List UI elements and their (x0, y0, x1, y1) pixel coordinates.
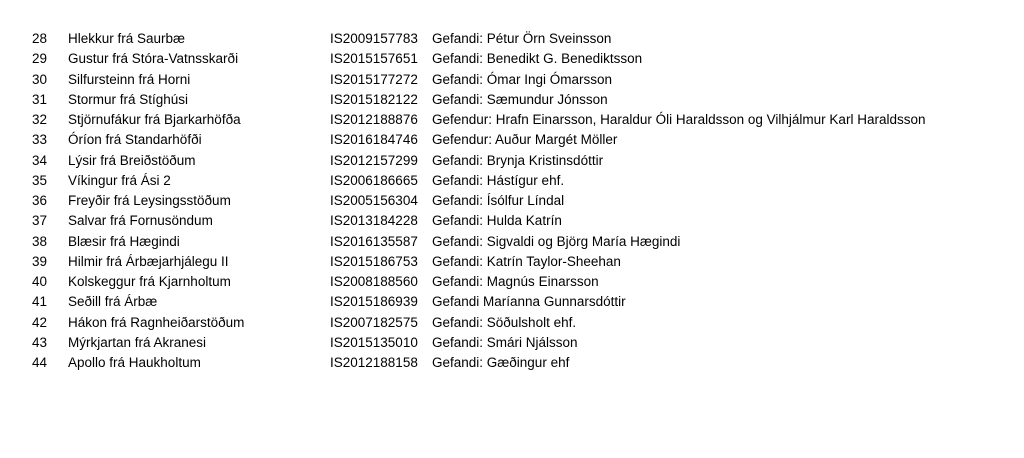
donor-text: Gefandi: Ísólfur Líndal (432, 193, 565, 208)
horse-registration-id: IS2013184228 (330, 213, 418, 229)
horse-name: Seðill frá Árbæ (68, 294, 158, 310)
horse-registration-id: IS2012157299 (330, 152, 418, 168)
horse-name: Mýrkjartan frá Akranesi (68, 334, 207, 350)
table-row (32, 130, 1024, 150)
horse-name: Víkingur frá Ási 2 (68, 172, 171, 188)
horse-registration-id: IS2015186753 (330, 253, 418, 269)
donor-text: Gefandi: Sigvaldi og Björg María Hægindi (432, 233, 681, 249)
table-row (32, 70, 1024, 90)
donor-text: Gefandi: Ómar Ingi Ómarsson (432, 71, 613, 87)
row-number: 42 (32, 314, 48, 330)
horse-registration-id: IS2015135010 (330, 334, 418, 350)
horse-name: Gustur frá Stóra-Vatnsskarði (68, 51, 239, 67)
row-number: 33 (32, 132, 48, 148)
table-row (32, 333, 1024, 353)
horse-name: Hlekkur frá Saurbæ (68, 31, 186, 46)
table-row (32, 272, 1024, 292)
row-number: 35 (32, 172, 48, 188)
horse-registration-id: IS2016184746 (330, 132, 418, 148)
horse-registration-id: IS2007182575 (330, 314, 418, 330)
row-number: 34 (32, 152, 48, 168)
table-row (32, 90, 1024, 110)
horse-name: Blæsir frá Hægindi (68, 233, 180, 249)
table-row (32, 313, 1024, 333)
row-number: 28 (32, 31, 48, 46)
row-number: 30 (32, 71, 48, 87)
horse-registration-id: IS2015186939 (330, 294, 418, 310)
table-row (32, 353, 1024, 373)
horse-registration-id: IS2005156304 (330, 193, 418, 208)
horse-registration-id: IS2006186665 (330, 172, 418, 188)
horse-name: Hilmir frá Árbæjarhjálegu II (68, 253, 229, 269)
donor-text: Gefandi: Hulda Katrín (432, 213, 562, 229)
horse-name: Salvar frá Fornusöndum (68, 213, 213, 229)
row-number: 36 (32, 193, 48, 208)
horse-registration-id: IS2015157651 (330, 51, 418, 67)
horse-name: Hákon frá Ragnheiðarstöðum (68, 314, 245, 330)
donor-text: Gefendur: Hrafn Einarsson, Haraldur Óli Haraldsson og Vilhjálmur Karl Haraldsson (432, 112, 926, 127)
donor-text: Gefandi: Magnús Einarsson (432, 274, 599, 289)
row-number: 32 (32, 112, 48, 127)
row-number: 43 (32, 334, 48, 350)
horse-donor-list (32, 29, 1024, 373)
horse-registration-id: IS2016135587 (330, 233, 418, 249)
donor-text: Gefandi: Katrín Taylor-Sheehan (432, 253, 621, 269)
donor-text: Gefandi: Benedikt G. Benediktsson (432, 51, 643, 67)
row-number: 29 (32, 51, 48, 67)
table-row (32, 211, 1024, 231)
table-row (32, 171, 1024, 191)
row-number: 40 (32, 274, 48, 289)
table-row (32, 232, 1024, 252)
table-row (32, 252, 1024, 272)
table-row (32, 49, 1024, 69)
table-row (32, 151, 1024, 171)
horse-registration-id: IS2009157783 (330, 31, 418, 46)
donor-text: Gefandi: Söðulsholt ehf. (432, 314, 577, 330)
horse-registration-id: IS2008188560 (330, 274, 418, 289)
horse-name: Stjörnufákur frá Bjarkarhöfða (68, 112, 241, 127)
horse-name: Lýsir frá Breiðstöðum (68, 152, 196, 168)
horse-registration-id: IS2015177272 (330, 71, 418, 87)
table-row (32, 191, 1024, 211)
donor-text: Gefandi: Smári Njálsson (432, 334, 578, 350)
donor-text: Gefandi: Pétur Örn Sveinsson (432, 31, 612, 46)
donor-text: Gefandi Maríanna Gunnarsdóttir (432, 294, 626, 310)
horse-registration-id: IS2012188158 (330, 355, 418, 370)
donor-text: Gefendur: Auður Margét Möller (432, 132, 618, 148)
row-number: 31 (32, 91, 48, 107)
row-number: 39 (32, 253, 48, 269)
donor-text: Gefandi: Brynja Kristinsdóttir (432, 152, 604, 168)
table-row (32, 110, 1024, 130)
horse-registration-id: IS2015182122 (330, 91, 418, 107)
row-number: 41 (32, 294, 48, 310)
table-row (32, 292, 1024, 312)
horse-name: Stormur frá Stíghúsi (68, 91, 189, 107)
row-number: 44 (32, 355, 48, 370)
horse-name: Kolskeggur frá Kjarnholtum (68, 274, 231, 289)
horse-name: Freyðir frá Leysingsstöðum (68, 193, 231, 208)
horse-name: Apollo frá Haukholtum (68, 355, 201, 370)
row-number: 38 (32, 233, 48, 249)
row-number: 37 (32, 213, 48, 229)
donor-text: Gefandi: Sæmundur Jónsson (432, 91, 608, 107)
horse-name: Óríon frá Standarhöfði (68, 132, 202, 148)
horse-registration-id: IS2012188876 (330, 112, 418, 127)
donor-text: Gefandi: Gæðingur ehf (432, 355, 570, 370)
horse-name: Silfursteinn frá Horni (68, 71, 191, 87)
donor-text: Gefandi: Hástígur ehf. (432, 172, 565, 188)
table-row (32, 29, 1024, 49)
